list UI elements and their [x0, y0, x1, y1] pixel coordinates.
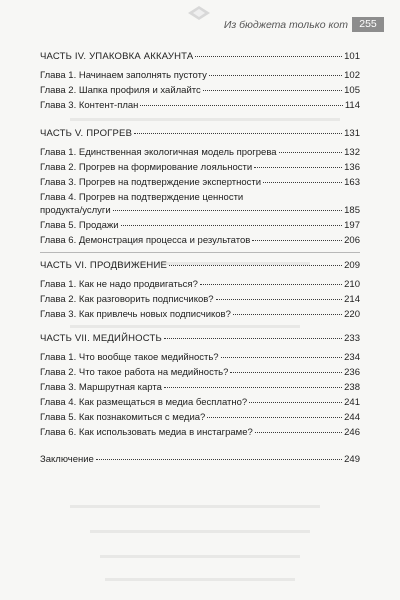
bleed-through-mark	[70, 505, 320, 508]
toc-chapter	[40, 84, 360, 97]
toc-part-iv	[40, 50, 360, 63]
chapter-title: Глава 1. Единственная экологичная модель прогрева	[40, 147, 277, 158]
chapter-title: Глава 3. Контент-план	[40, 100, 139, 111]
chapter-title: Глава 4. Как размещаться в медиа бесплатно?	[40, 397, 248, 408]
chapter-title: Глава 5. Продажи	[40, 220, 119, 231]
bleed-through-mark	[100, 555, 300, 558]
toc-chapter	[40, 161, 360, 174]
part-title: ЧАСТЬ V. ПРОГРЕВ	[40, 128, 133, 139]
part-title: ЧАСТЬ VII. МЕДИЙНОСТЬ	[40, 333, 162, 344]
dot-leader	[113, 210, 342, 211]
toc-chapter	[40, 308, 360, 321]
chapter-title: Глава 1. Как не надо продвигаться?	[40, 279, 198, 290]
chapter-page: 185	[344, 205, 360, 216]
dot-leader	[230, 372, 342, 373]
chapter-page: 105	[344, 85, 360, 96]
dot-leader	[255, 432, 342, 433]
chapter-title: Глава 2. Шапка профиля и хайлайтс	[40, 85, 201, 96]
page-number-badge: 255	[352, 17, 384, 32]
conclusion-title: Заключение	[40, 454, 94, 465]
part-page: 233	[344, 333, 360, 344]
chapter-page: 210	[344, 279, 360, 290]
chapter-page: 197	[344, 220, 360, 231]
conclusion-page: 249	[344, 454, 360, 465]
running-title: Из бюджета только кот	[223, 19, 348, 31]
dot-leader	[207, 417, 342, 418]
chapter-page: 114	[344, 100, 360, 111]
chapter-page: 238	[344, 382, 360, 393]
toc-chapter	[40, 366, 360, 379]
dot-leader	[252, 240, 342, 241]
chapter-title: Глава 2. Прогрев на формирование лояльности	[40, 162, 253, 173]
chapter-page: 136	[344, 162, 360, 173]
dot-leader	[164, 387, 342, 388]
chapter-page: 132	[344, 147, 360, 158]
bleed-through-mark	[90, 530, 310, 533]
bleed-through-mark	[105, 578, 295, 581]
dot-leader	[195, 56, 342, 57]
toc-conclusion	[40, 453, 360, 466]
dot-leader	[140, 105, 342, 106]
dot-leader	[263, 182, 342, 183]
dot-leader	[169, 265, 342, 266]
bleed-through-mark	[70, 325, 300, 328]
part-title: ЧАСТЬ VI. ПРОДВИЖЕНИЕ	[40, 260, 168, 271]
dot-leader	[254, 167, 342, 168]
chapter-page: 236	[344, 367, 360, 378]
dot-leader	[200, 284, 342, 285]
dot-leader	[134, 133, 342, 134]
dot-leader	[203, 90, 342, 91]
dot-leader	[216, 299, 343, 300]
dot-leader	[233, 314, 342, 315]
dot-leader	[249, 402, 342, 403]
toc-chapter	[40, 396, 360, 409]
chapter-title: Глава 5. Как познакомиться с медиа?	[40, 412, 206, 423]
toc-chapter	[40, 426, 360, 439]
dot-leader	[221, 357, 343, 358]
chapter-title: Глава 3. Прогрев на подтверждение экспертности	[40, 177, 262, 188]
section-divider	[40, 252, 360, 253]
chapter-title: Глава 3. Как привлечь новых подписчиков?	[40, 309, 231, 320]
dot-leader	[279, 152, 343, 153]
toc-chapter-line2	[40, 204, 360, 217]
chapter-title: Глава 4. Прогрев на подтверждение ценности	[40, 192, 244, 203]
chapter-page: 102	[344, 70, 360, 81]
chapter-page: 214	[344, 294, 360, 305]
chapter-page: 163	[344, 177, 360, 188]
chapter-title: Глава 2. Как разговорить подписчиков?	[40, 294, 214, 305]
toc-chapter	[40, 293, 360, 306]
toc-chapter	[40, 146, 360, 159]
chapter-title-continued: продукта/услуги	[40, 205, 111, 216]
dot-leader	[121, 225, 343, 226]
running-header	[0, 18, 400, 34]
toc-chapter	[40, 411, 360, 424]
toc-part-v	[40, 127, 360, 140]
toc-part-vi	[40, 259, 360, 272]
toc-chapter	[40, 381, 360, 394]
toc-chapter	[40, 176, 360, 189]
toc-chapter	[40, 351, 360, 364]
toc-chapter	[40, 69, 360, 82]
dot-leader	[96, 459, 342, 460]
chapter-page: 206	[344, 235, 360, 246]
toc-chapter	[40, 234, 360, 247]
chapter-page: 234	[344, 352, 360, 363]
chapter-page: 244	[344, 412, 360, 423]
part-page: 101	[344, 51, 360, 62]
chapter-title: Глава 1. Начинаем заполнять пустоту	[40, 70, 207, 81]
chapter-title: Глава 1. Что вообще такое медийность?	[40, 352, 219, 363]
dot-leader	[209, 75, 342, 76]
chapter-page: 246	[344, 427, 360, 438]
chapter-title: Глава 3. Маршрутная карта	[40, 382, 162, 393]
chapter-title: Глава 6. Демонстрация процесса и результатов	[40, 235, 251, 246]
chapter-page: 241	[344, 397, 360, 408]
toc-part-vii	[40, 332, 360, 345]
toc-chapter	[40, 278, 360, 291]
part-title: ЧАСТЬ IV. УПАКОВКА АККАУНТА	[40, 51, 194, 62]
part-page: 209	[344, 260, 360, 271]
dot-leader	[164, 338, 342, 339]
chapter-title: Глава 2. Что такое работа на медийность?	[40, 367, 229, 378]
part-page: 131	[344, 128, 360, 139]
chapter-page: 220	[344, 309, 360, 320]
toc-chapter-line1	[40, 191, 360, 204]
chapter-title: Глава 6. Как использовать медиа в инстаграме?	[40, 427, 253, 438]
toc-chapter	[40, 219, 360, 232]
toc-chapter	[40, 99, 360, 112]
bleed-through-mark	[70, 118, 340, 121]
